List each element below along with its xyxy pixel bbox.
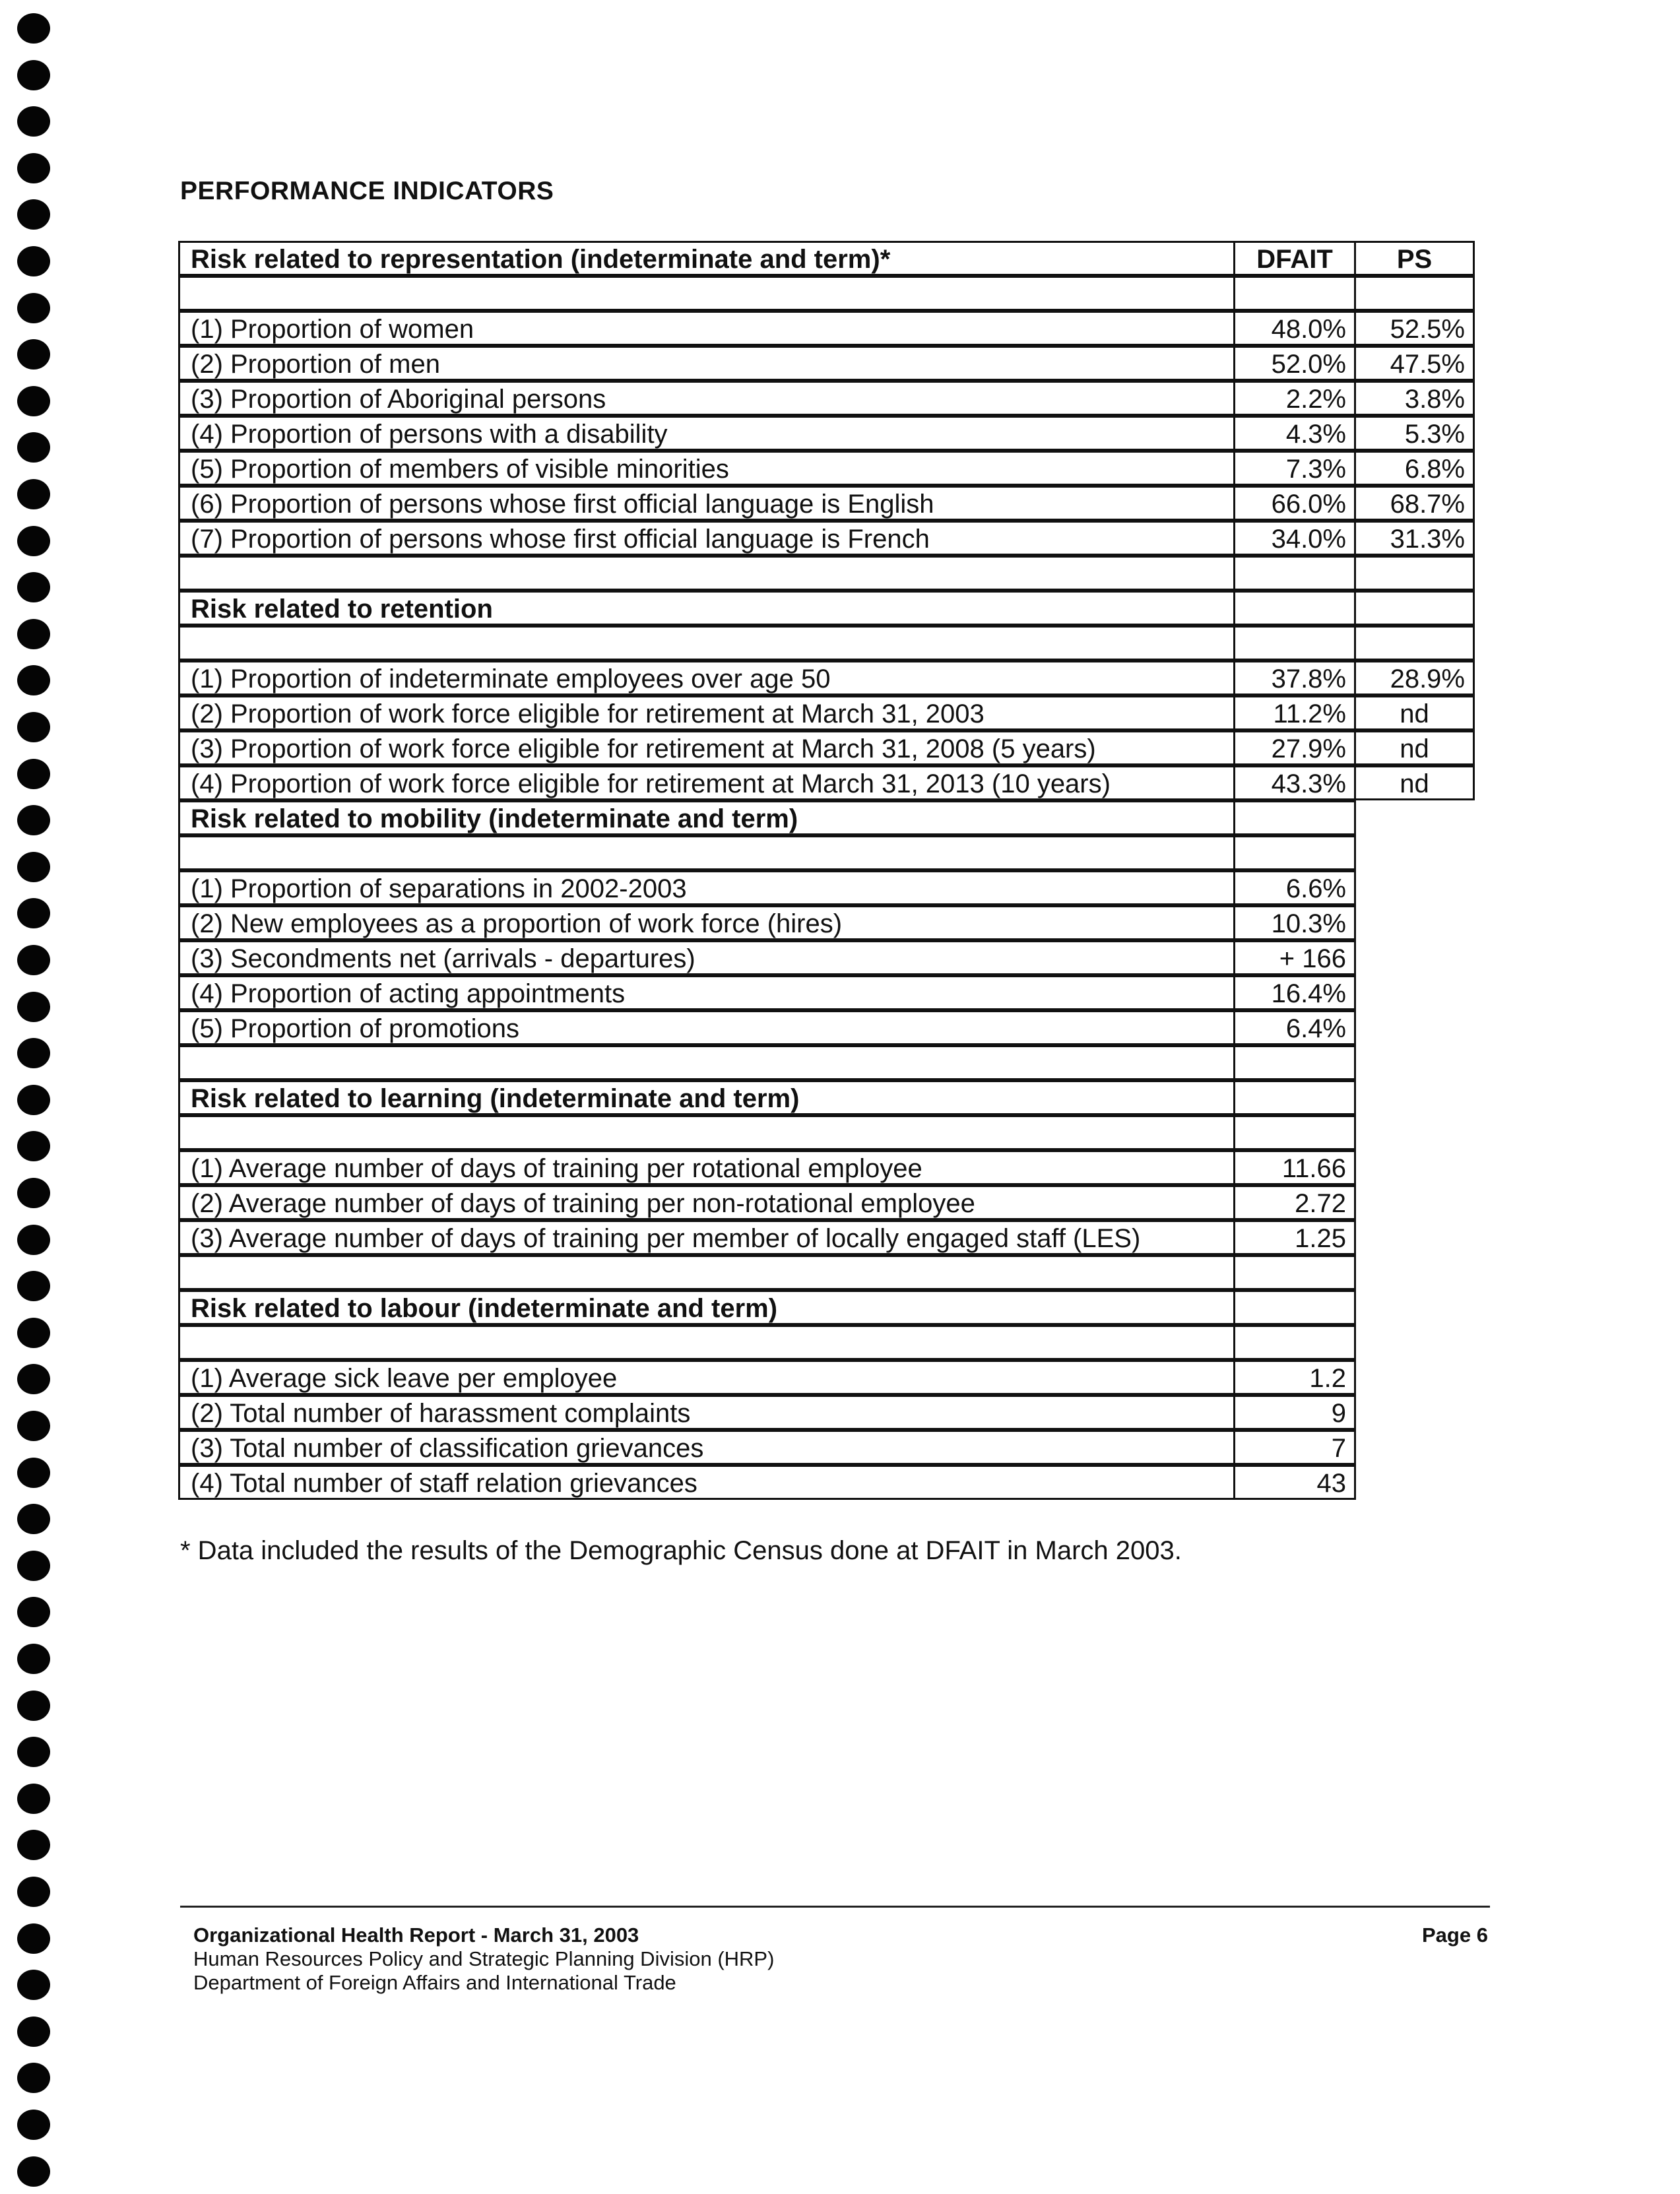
mobility-dfait-value: 6.4% bbox=[1233, 1010, 1356, 1045]
mobility-indicator-label: (2) New employees as a proportion of work force (hires) bbox=[178, 905, 1235, 940]
footer-divider bbox=[180, 1906, 1490, 1908]
table-row bbox=[180, 907, 1475, 942]
footer-department: Department of Foreign Affairs and International Trade bbox=[193, 1971, 676, 1994]
binder-hole bbox=[17, 1923, 50, 1954]
table-row bbox=[180, 872, 1475, 907]
labour-dfait-value: 1.2 bbox=[1233, 1360, 1356, 1395]
table-row bbox=[180, 662, 1475, 697]
section-title-retention: Risk related to retention bbox=[178, 591, 1235, 626]
spacer-row bbox=[180, 1047, 1475, 1082]
binder-hole bbox=[17, 386, 50, 416]
table-header-row bbox=[180, 243, 1475, 278]
binder-hole bbox=[17, 572, 50, 602]
table-row bbox=[180, 1222, 1475, 1257]
table-row bbox=[180, 732, 1475, 767]
binder-hole bbox=[17, 805, 50, 835]
binder-hole bbox=[17, 1364, 50, 1394]
section-title-learning: Risk related to learning (indeterminate and term) bbox=[178, 1080, 1235, 1115]
table-row bbox=[180, 348, 1475, 383]
binder-hole bbox=[17, 1038, 50, 1068]
representation-indicator-label: (3) Proportion of Aboriginal persons bbox=[178, 381, 1235, 416]
retention-dfait-value: 27.9% bbox=[1233, 730, 1356, 765]
retention-dfait-value: 43.3% bbox=[1233, 765, 1356, 800]
section-row-mobility bbox=[180, 802, 1475, 837]
retention-indicator-label: (4) Proportion of work force eligible for retirement at March 31, 2013 (10 years) bbox=[178, 765, 1235, 800]
page-heading: PERFORMANCE INDICATORS bbox=[180, 177, 554, 205]
binder-hole bbox=[17, 199, 50, 230]
binder-hole bbox=[17, 1691, 50, 1721]
retention-ps-value: nd bbox=[1354, 765, 1475, 800]
binder-hole bbox=[17, 432, 50, 463]
footer-title: Organizational Health Report - March 31, 2003 bbox=[193, 1923, 639, 1947]
binder-hole bbox=[17, 1784, 50, 1814]
table-row bbox=[180, 383, 1475, 418]
binder-hole bbox=[17, 1737, 50, 1767]
learning-dfait-value: 11.66 bbox=[1233, 1150, 1356, 1185]
retention-indicator-label: (2) Proportion of work force eligible for retirement at March 31, 2003 bbox=[178, 695, 1235, 730]
binder-hole bbox=[17, 1644, 50, 1674]
table-row bbox=[180, 1012, 1475, 1047]
table-row bbox=[180, 1152, 1475, 1187]
representation-ps-value: 68.7% bbox=[1354, 486, 1475, 521]
representation-dfait-value: 48.0% bbox=[1233, 311, 1356, 346]
section-row-learning bbox=[180, 1082, 1475, 1117]
spacer-row bbox=[180, 837, 1475, 872]
table-row bbox=[180, 1467, 1475, 1502]
binder-hole bbox=[17, 293, 50, 323]
binder-hole bbox=[17, 1597, 50, 1627]
section-row-retention bbox=[180, 593, 1475, 628]
retention-indicator-label: (3) Proportion of work force eligible for retirement at March 31, 2008 (5 years) bbox=[178, 730, 1235, 765]
binder-hole bbox=[17, 852, 50, 882]
labour-dfait-value: 7 bbox=[1233, 1430, 1356, 1465]
binder-hole bbox=[17, 1830, 50, 1860]
table-row bbox=[180, 1362, 1475, 1397]
binder-hole bbox=[17, 712, 50, 742]
representation-dfait-value: 4.3% bbox=[1233, 416, 1356, 451]
binder-hole bbox=[17, 1504, 50, 1534]
binder-hole bbox=[17, 1318, 50, 1348]
mobility-dfait-value: 10.3% bbox=[1233, 905, 1356, 940]
binder-hole bbox=[17, 1131, 50, 1161]
page-number: Page 6 bbox=[1422, 1923, 1488, 1947]
binder-hole bbox=[17, 246, 50, 276]
binder-hole bbox=[17, 2110, 50, 2140]
binder-hole bbox=[17, 479, 50, 509]
page-footer bbox=[193, 1923, 774, 1995]
footer-division: Human Resources Policy and Strategic Planning Division (HRP) bbox=[193, 1947, 775, 1970]
binder-hole bbox=[17, 1970, 50, 2000]
binder-hole bbox=[17, 1411, 50, 1441]
binder-hole bbox=[17, 60, 50, 90]
spacer-row bbox=[180, 1257, 1475, 1292]
learning-indicator-label: (3) Average number of days of training per member of locally engaged staff (LES) bbox=[178, 1220, 1235, 1255]
binder-hole bbox=[17, 2156, 50, 2187]
mobility-indicator-label: (1) Proportion of separations in 2002-2003 bbox=[178, 870, 1235, 905]
labour-dfait-value: 9 bbox=[1233, 1395, 1356, 1430]
section-title-mobility: Risk related to mobility (indeterminate and term) bbox=[178, 800, 1235, 835]
learning-dfait-value: 2.72 bbox=[1233, 1185, 1356, 1220]
mobility-indicator-label: (4) Proportion of acting appointments bbox=[178, 975, 1235, 1010]
spacer-row bbox=[180, 278, 1475, 313]
representation-ps-value: 52.5% bbox=[1354, 311, 1475, 346]
retention-ps-value: nd bbox=[1354, 695, 1475, 730]
representation-ps-value: 47.5% bbox=[1354, 346, 1475, 381]
labour-indicator-label: (1) Average sick leave per employee bbox=[178, 1360, 1235, 1395]
binder-hole bbox=[17, 106, 50, 137]
table-row bbox=[180, 697, 1475, 732]
section-row-labour bbox=[180, 1292, 1475, 1327]
representation-indicator-label: (7) Proportion of persons whose first official language is French bbox=[178, 521, 1235, 556]
learning-indicator-label: (1) Average number of days of training per rotational employee bbox=[178, 1150, 1235, 1185]
representation-indicator-label: (5) Proportion of members of visible minorities bbox=[178, 451, 1235, 486]
representation-ps-value: 5.3% bbox=[1354, 416, 1475, 451]
binder-holes bbox=[17, 13, 57, 2184]
binder-hole bbox=[17, 13, 50, 44]
spacer-row bbox=[180, 628, 1475, 662]
spacer-row bbox=[180, 558, 1475, 593]
binder-hole bbox=[17, 1877, 50, 1907]
representation-indicator-label: (1) Proportion of women bbox=[178, 311, 1235, 346]
binder-hole bbox=[17, 1458, 50, 1488]
retention-dfait-value: 11.2% bbox=[1233, 695, 1356, 730]
representation-dfait-value: 2.2% bbox=[1233, 381, 1356, 416]
table-row bbox=[180, 977, 1475, 1012]
binder-hole bbox=[17, 619, 50, 649]
table-footnote: * Data included the results of the Demographic Census done at DFAIT in March 2003. bbox=[180, 1536, 1182, 1565]
representation-dfait-value: 66.0% bbox=[1233, 486, 1356, 521]
binder-hole bbox=[17, 898, 50, 928]
retention-ps-value: nd bbox=[1354, 730, 1475, 765]
representation-indicator-label: (6) Proportion of persons whose first official language is English bbox=[178, 486, 1235, 521]
table-row bbox=[180, 523, 1475, 558]
binder-hole bbox=[17, 1271, 50, 1301]
representation-ps-value: 31.3% bbox=[1354, 521, 1475, 556]
binder-hole bbox=[17, 1178, 50, 1208]
binder-hole bbox=[17, 153, 50, 183]
mobility-dfait-value: 16.4% bbox=[1233, 975, 1356, 1010]
binder-hole bbox=[17, 2017, 50, 2047]
column-header-dfait: DFAIT bbox=[1233, 241, 1356, 276]
table-row bbox=[180, 942, 1475, 977]
table-row bbox=[180, 1432, 1475, 1467]
binder-hole bbox=[17, 1085, 50, 1115]
binder-hole bbox=[17, 1551, 50, 1581]
table-row bbox=[180, 767, 1475, 802]
performance-table bbox=[180, 243, 1475, 1502]
retention-indicator-label: (1) Proportion of indeterminate employees over age 50 bbox=[178, 661, 1235, 695]
retention-dfait-value: 37.8% bbox=[1233, 661, 1356, 695]
representation-ps-value: 3.8% bbox=[1354, 381, 1475, 416]
retention-ps-value: 28.9% bbox=[1354, 661, 1475, 695]
labour-dfait-value: 43 bbox=[1233, 1465, 1356, 1500]
table-row bbox=[180, 1397, 1475, 1432]
section-title-representation: Risk related to representation (indeterminate and term)* bbox=[178, 241, 1235, 276]
mobility-indicator-label: (5) Proportion of promotions bbox=[178, 1010, 1235, 1045]
binder-hole bbox=[17, 945, 50, 975]
table-row bbox=[180, 488, 1475, 523]
section-title-labour: Risk related to labour (indeterminate and term) bbox=[178, 1290, 1235, 1325]
mobility-dfait-value: 6.6% bbox=[1233, 870, 1356, 905]
table-row bbox=[180, 1187, 1475, 1222]
representation-indicator-label: (2) Proportion of men bbox=[178, 346, 1235, 381]
spacer-row bbox=[180, 1327, 1475, 1362]
binder-hole bbox=[17, 339, 50, 370]
spacer-row bbox=[180, 1117, 1475, 1152]
representation-dfait-value: 34.0% bbox=[1233, 521, 1356, 556]
mobility-dfait-value: + 166 bbox=[1233, 940, 1356, 975]
representation-indicator-label: (4) Proportion of persons with a disability bbox=[178, 416, 1235, 451]
table-row bbox=[180, 453, 1475, 488]
binder-hole bbox=[17, 1225, 50, 1255]
learning-dfait-value: 1.25 bbox=[1233, 1220, 1356, 1255]
table-row bbox=[180, 418, 1475, 453]
binder-hole bbox=[17, 759, 50, 789]
labour-indicator-label: (2) Total number of harassment complaints bbox=[178, 1395, 1235, 1430]
learning-indicator-label: (2) Average number of days of training per non-rotational employee bbox=[178, 1185, 1235, 1220]
binder-hole bbox=[17, 665, 50, 695]
labour-indicator-label: (4) Total number of staff relation grievances bbox=[178, 1465, 1235, 1500]
column-header-ps: PS bbox=[1354, 241, 1475, 276]
binder-hole bbox=[17, 992, 50, 1022]
representation-dfait-value: 7.3% bbox=[1233, 451, 1356, 486]
representation-ps-value: 6.8% bbox=[1354, 451, 1475, 486]
mobility-indicator-label: (3) Secondments net (arrivals - departures) bbox=[178, 940, 1235, 975]
binder-hole bbox=[17, 2063, 50, 2093]
representation-dfait-value: 52.0% bbox=[1233, 346, 1356, 381]
table-row bbox=[180, 313, 1475, 348]
labour-indicator-label: (3) Total number of classification grievances bbox=[178, 1430, 1235, 1465]
binder-hole bbox=[17, 526, 50, 556]
